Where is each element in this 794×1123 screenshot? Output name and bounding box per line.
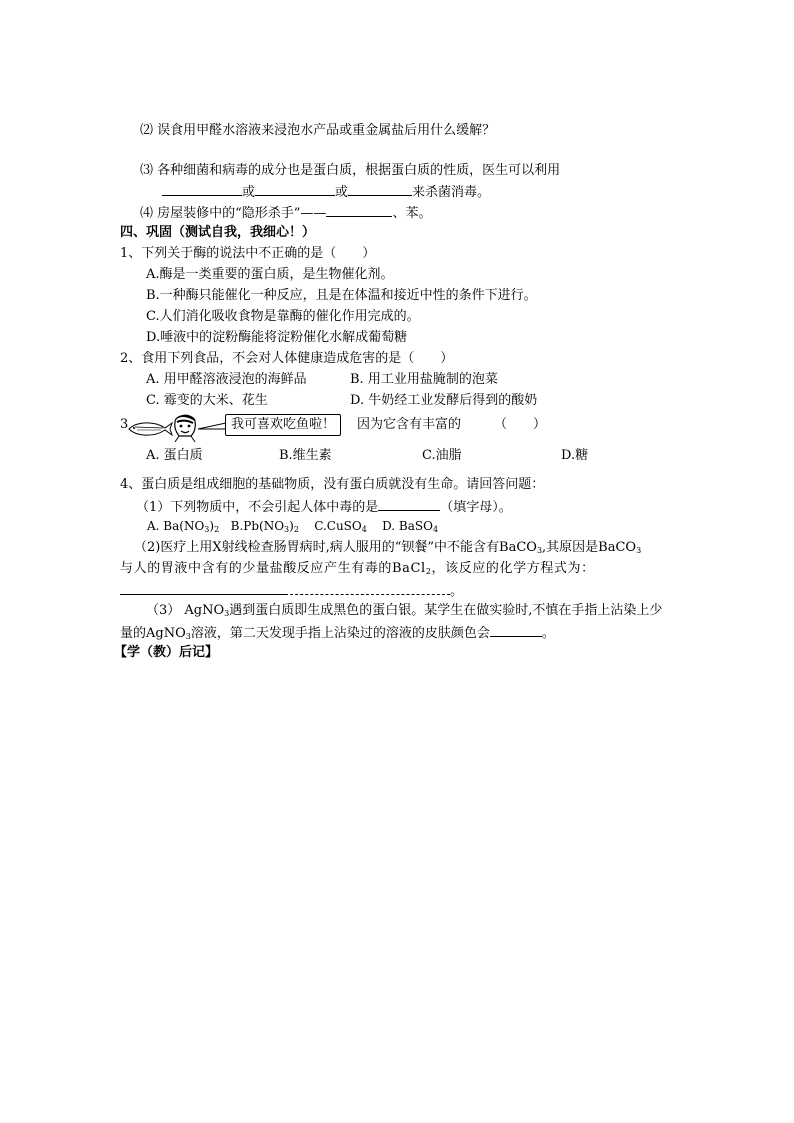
option-d[interactable]: D. BaSO$_4$: [382, 519, 439, 534]
question-4: [140, 203, 431, 222]
fish-icon: [127, 418, 173, 440]
problem-3-option-d[interactable]: D.糖: [561, 448, 589, 463]
answer-blank[interactable]: [348, 182, 412, 196]
question-3-line1: ⑶ 各种细菌和病毒的成分也是蛋白质，根据蛋白质的性质，医生可以利用: [140, 163, 561, 178]
problem-4-sub3-line1: （3） AgNO$_3$遇到蛋白质即生成黑色的蛋白银。某学生在做实验时,不慎在手指上沾染上少: [146, 603, 663, 618]
sub1-tail: （填字母）。: [440, 500, 512, 515]
problem-4-sub3-line2: 量的AgNO$_3$溶液，第二天发现手指上沾染过的溶液的皮肤颜色会 。: [120, 623, 555, 642]
option-c[interactable]: C.CuSO$_4$: [314, 519, 367, 534]
problem-3-stem: 因为它含有丰富的: [357, 417, 462, 432]
problem-1-option-d[interactable]: D.唾液中的淀粉酶能将淀粉催化水解成葡萄糖: [146, 330, 408, 345]
problem-2-option-d[interactable]: D. 牛奶经工业发酵后得到的酸奶: [350, 393, 538, 408]
problem-3-option-c[interactable]: C.油脂: [422, 448, 462, 463]
afterword-heading: 【学（教）后记】: [114, 645, 219, 660]
option-b[interactable]: $B.Pb(NO_3)_2$: [230, 519, 299, 534]
equation-blank[interactable]: [120, 581, 288, 595]
section-title: 四、巩固（测试自我，我细心！）: [120, 225, 316, 240]
question-3-tail: 来杀菌消毒。: [412, 185, 491, 200]
answer-blank[interactable]: [162, 182, 242, 196]
or-text: 或: [242, 185, 256, 200]
answer-blank[interactable]: [378, 497, 440, 511]
problem-4-stem: 4、蛋白质是组成细胞的基础物质，没有蛋白质就没有生命。请回答问题：: [120, 477, 545, 492]
equation-blank-2[interactable]: [290, 581, 450, 595]
or-text: 或: [335, 185, 349, 200]
problem-3-option-a[interactable]: A. 蛋白质: [146, 448, 203, 463]
problem-4-sub2-line3: 。: [120, 581, 463, 600]
problem-1-option-b[interactable]: B.一种酶只能催化一种反应，且是在体温和接近中性的条件下进行。: [146, 288, 537, 303]
question-2: ⑵ 误食用甲醛水溶液来浸泡水产品或重金属盐后用什么缓解？: [140, 123, 496, 138]
problem-4-options: [147, 518, 438, 535]
problem-1-stem: 1、下列关于酶的说法中不正确的是（ ）: [120, 246, 376, 261]
answer-blank[interactable]: [326, 203, 392, 217]
person-face-icon: [171, 412, 199, 442]
question-4-tail: 、苯。: [392, 206, 432, 221]
question-3-line2: [162, 182, 490, 201]
problem-4-sub2-line1: （2)医疗上用X射线检查肠胃病时,病人服用的“钡餐”中不能含有BaCO$_3$,其原因是BaCO$_3$: [134, 540, 642, 555]
problem-3-number: 3: [120, 417, 129, 432]
option-a[interactable]: A. $Ba(NO_3)_2$: [147, 519, 220, 534]
sub1-text: （1）下列物质中，不会引起人体中毒的是: [136, 500, 379, 515]
answer-blank[interactable]: [490, 623, 542, 637]
speech-bubble: 我可喜欢吃鱼啦！: [225, 414, 341, 436]
question-4-text: ⑷ 房屋装修中的“隐形杀手”——: [140, 206, 327, 221]
answer-blank[interactable]: [255, 182, 335, 196]
problem-2-option-c[interactable]: C. 霉变的大米、花生: [146, 393, 268, 408]
problem-4-sub1: [136, 497, 512, 516]
problem-1-option-a[interactable]: A.酶是一类重要的蛋白质，是生物催化剂。: [146, 267, 394, 282]
problem-2-stem: 2、食用下列食品，不会对人体健康造成危害的是（ ）: [120, 351, 454, 366]
speech-tail-icon: [196, 420, 226, 434]
problem-2-option-b[interactable]: B. 用工业用盐腌制的泡菜: [350, 372, 498, 387]
problem-3-paren: （ ）: [494, 417, 547, 432]
problem-1-option-c[interactable]: C.人们消化吸收食物是靠酶的催化作用完成的。: [146, 309, 420, 324]
problem-3-option-b[interactable]: B.维生素: [279, 448, 332, 463]
problem-2-option-a[interactable]: A. 用甲醛溶液浸泡的海鲜品: [146, 372, 307, 387]
problem-4-sub2-line2: 与人的胃液中含有的少量盐酸反应产生有毒的BaCl$_2$，该反应的化学方程式为：: [120, 561, 595, 576]
